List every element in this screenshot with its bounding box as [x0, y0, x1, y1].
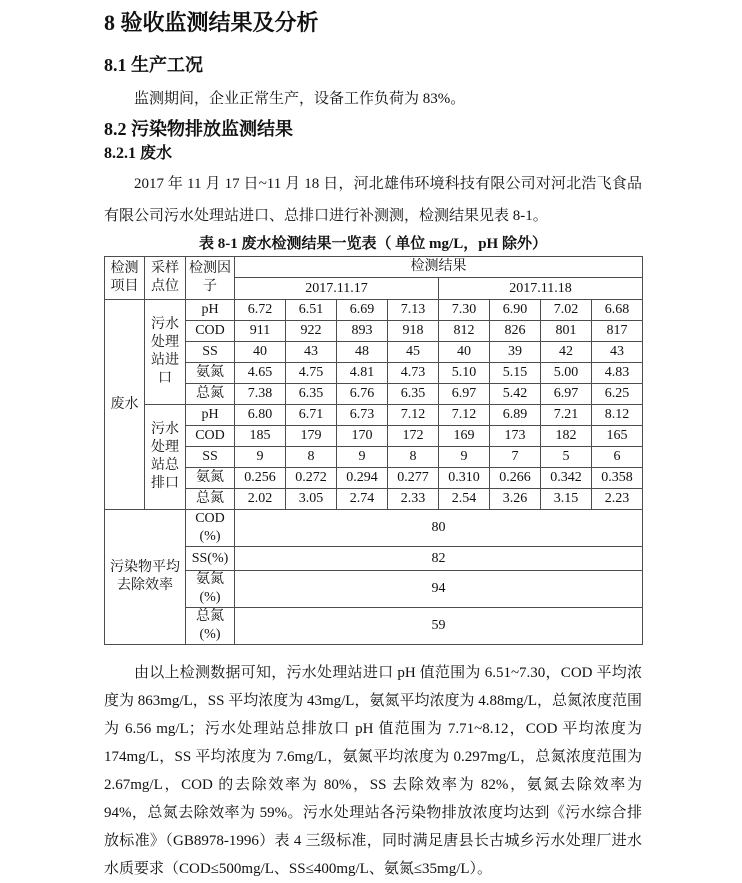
- header-test-result: 检测结果: [235, 257, 643, 278]
- header-sampling-point: 采样点位: [145, 257, 186, 300]
- value-cell: 4.81: [337, 363, 388, 384]
- table-header-row: [105, 257, 643, 278]
- value-cell: 6.35: [286, 384, 337, 405]
- value-cell: 182: [541, 426, 592, 447]
- monitoring-intro-text: 2017 年 11 月 17 日~11 月 18 日，河北雄伟环境科技有限公司对河北浩飞食品有限公司污水处理站进口、总排口进行补测测，检测结果见表 8-1。: [104, 176, 642, 224]
- header-date-2: 2017.11.18: [439, 278, 643, 300]
- table-row: [105, 405, 643, 426]
- section-heading-8-2: 8.2 污染物排放监测结果: [104, 119, 293, 139]
- factor-cell: 氨氮: [186, 363, 235, 384]
- value-cell: 6: [592, 447, 643, 468]
- factor-cell: pH: [186, 405, 235, 426]
- value-cell: 7.30: [439, 300, 490, 321]
- section-heading-8-1: 8.1 生产工况: [104, 55, 203, 75]
- table-row: [105, 608, 643, 645]
- table-row: [105, 571, 643, 608]
- table-row: [105, 468, 643, 489]
- value-cell: 817: [592, 321, 643, 342]
- value-cell: 7.02: [541, 300, 592, 321]
- value-cell: 7.12: [439, 405, 490, 426]
- factor-cell: 总氮: [186, 489, 235, 510]
- value-cell: 5.42: [490, 384, 541, 405]
- value-cell: 7.13: [388, 300, 439, 321]
- value-cell: 7.12: [388, 405, 439, 426]
- results-table: [104, 256, 643, 645]
- factor-cell: 总氮(%): [186, 608, 235, 645]
- value-cell: 6.76: [337, 384, 388, 405]
- value-cell: 0.294: [337, 468, 388, 489]
- value-cell: 6.69: [337, 300, 388, 321]
- value-cell: 6.73: [337, 405, 388, 426]
- sampling-point: 污水处理站总排口: [145, 405, 186, 510]
- value-cell: 2.23: [592, 489, 643, 510]
- factor-cell: SS(%): [186, 547, 235, 571]
- value-cell: 893: [337, 321, 388, 342]
- value-cell: 2.74: [337, 489, 388, 510]
- value-cell: 6.51: [286, 300, 337, 321]
- table-row: [105, 342, 643, 363]
- value-cell: 911: [235, 321, 286, 342]
- table-row: [105, 321, 643, 342]
- value-cell: 9: [439, 447, 490, 468]
- value-cell: 3.26: [490, 489, 541, 510]
- value-cell: 801: [541, 321, 592, 342]
- value-cell: 2.02: [235, 489, 286, 510]
- factor-cell: 总氮: [186, 384, 235, 405]
- value-cell: 45: [388, 342, 439, 363]
- header-test-factor: 检测因子: [186, 257, 235, 300]
- value-cell: 40: [235, 342, 286, 363]
- value-cell: 0.358: [592, 468, 643, 489]
- efficiency-body: [105, 510, 643, 645]
- value-cell: 5.10: [439, 363, 490, 384]
- factor-cell: SS: [186, 342, 235, 363]
- value-cell: 39: [490, 342, 541, 363]
- value-cell: 173: [490, 426, 541, 447]
- value-cell: 826: [490, 321, 541, 342]
- value-cell: 8: [286, 447, 337, 468]
- value-cell: 0.266: [490, 468, 541, 489]
- table-row: [105, 300, 643, 321]
- value-cell: 5: [541, 447, 592, 468]
- efficiency-value: 59: [235, 608, 643, 645]
- efficiency-label: 污染物平均去除效率: [105, 510, 186, 645]
- value-cell: 4.75: [286, 363, 337, 384]
- value-cell: 7.38: [235, 384, 286, 405]
- value-cell: 9: [235, 447, 286, 468]
- subsection-heading-8-2-1: 8.2.1 废水: [104, 145, 173, 162]
- value-cell: 43: [592, 342, 643, 363]
- value-cell: 6.97: [439, 384, 490, 405]
- value-cell: 0.277: [388, 468, 439, 489]
- table-row: [105, 384, 643, 405]
- value-cell: 172: [388, 426, 439, 447]
- table-row: [105, 489, 643, 510]
- measure-body: [105, 300, 643, 510]
- value-cell: 6.72: [235, 300, 286, 321]
- value-cell: 918: [388, 321, 439, 342]
- table-row: [105, 426, 643, 447]
- table-row: [105, 547, 643, 571]
- value-cell: 0.310: [439, 468, 490, 489]
- value-cell: 7.21: [541, 405, 592, 426]
- value-cell: 185: [235, 426, 286, 447]
- value-cell: 179: [286, 426, 337, 447]
- value-cell: 42: [541, 342, 592, 363]
- factor-cell: pH: [186, 300, 235, 321]
- efficiency-value: 94: [235, 571, 643, 608]
- factor-cell: COD(%): [186, 510, 235, 547]
- factor-cell: 氨氮(%): [186, 571, 235, 608]
- value-cell: 0.272: [286, 468, 337, 489]
- efficiency-value: 82: [235, 547, 643, 571]
- factor-cell: COD: [186, 321, 235, 342]
- value-cell: 5.00: [541, 363, 592, 384]
- item-label: 废水: [105, 300, 145, 510]
- value-cell: 6.80: [235, 405, 286, 426]
- value-cell: 3.15: [541, 489, 592, 510]
- value-cell: 0.256: [235, 468, 286, 489]
- efficiency-value: 80: [235, 510, 643, 547]
- value-cell: 6.35: [388, 384, 439, 405]
- value-cell: 43: [286, 342, 337, 363]
- value-cell: 2.54: [439, 489, 490, 510]
- value-cell: 169: [439, 426, 490, 447]
- value-cell: 3.05: [286, 489, 337, 510]
- table-row: [105, 510, 643, 547]
- value-cell: 6.97: [541, 384, 592, 405]
- table-caption: 表 8-1 废水检测结果一览表（ 单位 mg/L，pH 除外）: [199, 236, 547, 252]
- factor-cell: 氨氮: [186, 468, 235, 489]
- value-cell: 8: [388, 447, 439, 468]
- value-cell: 6.68: [592, 300, 643, 321]
- value-cell: 165: [592, 426, 643, 447]
- value-cell: 922: [286, 321, 337, 342]
- value-cell: 5.15: [490, 363, 541, 384]
- value-cell: 6.25: [592, 384, 643, 405]
- factor-cell: SS: [186, 447, 235, 468]
- sampling-point: 污水处理站进口: [145, 300, 186, 405]
- value-cell: 6.71: [286, 405, 337, 426]
- value-cell: 4.73: [388, 363, 439, 384]
- value-cell: 812: [439, 321, 490, 342]
- value-cell: 170: [337, 426, 388, 447]
- value-cell: 4.65: [235, 363, 286, 384]
- table-header: [105, 257, 643, 300]
- production-status-text: 监测期间，企业正常生产，设备工作负荷为 83%。: [134, 91, 466, 107]
- value-cell: 0.342: [541, 468, 592, 489]
- value-cell: 4.83: [592, 363, 643, 384]
- factor-cell: COD: [186, 426, 235, 447]
- value-cell: 6.89: [490, 405, 541, 426]
- header-date-1: 2017.11.17: [235, 278, 439, 300]
- value-cell: 6.90: [490, 300, 541, 321]
- table-row: [105, 447, 643, 468]
- value-cell: 48: [337, 342, 388, 363]
- value-cell: 8.12: [592, 405, 643, 426]
- table-row: [105, 363, 643, 384]
- value-cell: 9: [337, 447, 388, 468]
- value-cell: 2.33: [388, 489, 439, 510]
- analysis-text: 由以上检测数据可知，污水处理站进口 pH 值范围为 6.51~7.30，COD 平均浓度为 863mg/L，SS 平均浓度为 43mg/L，氨氮平均浓度为 4.88mg/L，总氮浓度范围为 6.56 mg/L；污水处理站总排放口 pH 值范围为 7.71~8.12，COD 平均浓度为 174mg/L，SS 平均浓度为 7.6mg/L，氨氮平均浓度为 0.297mg/L，总氮浓度范围为 2.67mg/L，COD 的去除效率为 80%，SS 去除效率为 82%，氨氮去除效率为 94%，总氮去除效率为 59%。污水处理站各污染物排放浓度均达到《污水综合排放标准》（GB8978-1996）表 4 三级标准，同时满足唐县长古城乡污水处理厂进水水质要求（COD≤500mg/L、SS≤400mg/L、氨氮≤35mg/L）。: [104, 665, 642, 877]
- value-cell: 7: [490, 447, 541, 468]
- page-title: 8 验收监测结果及分析: [104, 10, 319, 35]
- header-test-item: 检测项目: [105, 257, 145, 300]
- value-cell: 40: [439, 342, 490, 363]
